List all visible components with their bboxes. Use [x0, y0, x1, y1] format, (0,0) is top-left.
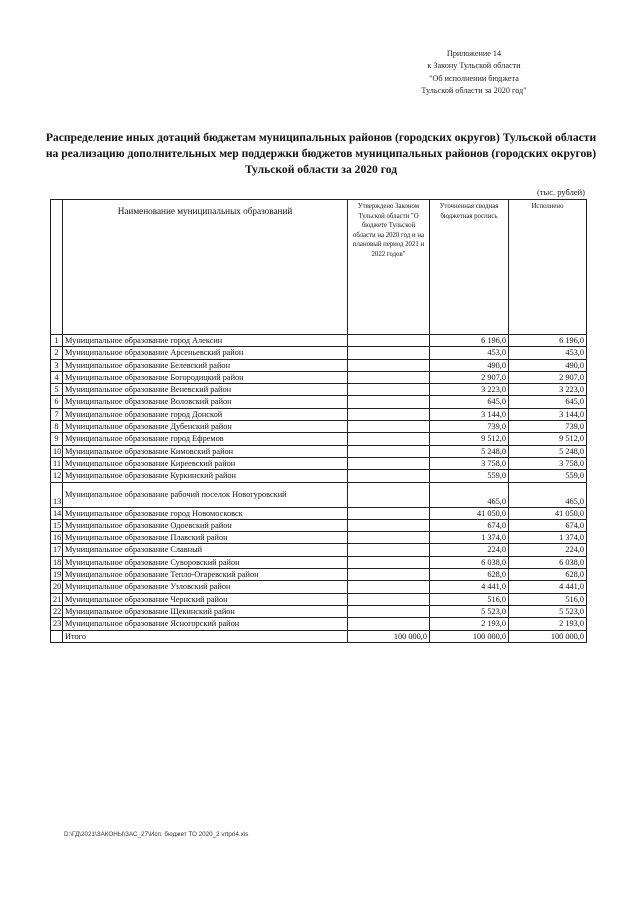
row-number: 22 — [51, 605, 63, 617]
row-approved — [348, 433, 430, 445]
row-number: 1 — [51, 335, 63, 347]
table-row — [51, 507, 587, 519]
row-revised: 2 907,0 — [430, 371, 509, 383]
row-revised: 3 223,0 — [430, 384, 509, 396]
row-revised: 465,0 — [430, 482, 509, 507]
distribution-table — [50, 199, 587, 643]
row-name: Муниципальное образование Тепло-Огаревский район — [63, 569, 348, 581]
table-row — [51, 569, 587, 581]
row-approved — [348, 618, 430, 630]
row-revised: 453,0 — [430, 347, 509, 359]
row-approved — [348, 384, 430, 396]
header-name: Наименование муниципальных образований — [63, 200, 348, 335]
appendix-line-4: Тульской области за 2020 год" — [421, 85, 527, 95]
row-executed: 41 050,0 — [509, 507, 587, 519]
row-executed: 3 144,0 — [509, 408, 587, 420]
row-revised: 1 374,0 — [430, 532, 509, 544]
row-number: 8 — [51, 421, 63, 433]
row-name: Муниципальное образование Арсеньевский район — [63, 347, 348, 359]
row-name: Муниципальное образование Киреевский район — [63, 457, 348, 469]
row-executed: 628,0 — [509, 569, 587, 581]
row-number: 7 — [51, 408, 63, 420]
row-executed: 516,0 — [509, 593, 587, 605]
row-approved — [348, 421, 430, 433]
row-executed: 6 038,0 — [509, 556, 587, 568]
row-name: Муниципальное образование Богородицкий район — [63, 371, 348, 383]
row-number: 6 — [51, 396, 63, 408]
row-name: Муниципальное образование город Ефремов — [63, 433, 348, 445]
row-approved — [348, 532, 430, 544]
row-approved — [348, 335, 430, 347]
row-name: Муниципальное образование Веневский район — [63, 384, 348, 396]
table-row — [51, 421, 587, 433]
row-number: 4 — [51, 371, 63, 383]
table-header-row — [51, 200, 587, 335]
row-name: Муниципальное образование Узловский район — [63, 581, 348, 593]
row-approved — [348, 556, 430, 568]
row-approved — [348, 569, 430, 581]
row-number: 19 — [51, 569, 63, 581]
row-approved — [348, 470, 430, 482]
row-name: Муниципальное образование Одоевский район — [63, 519, 348, 531]
row-executed: 5 523,0 — [509, 605, 587, 617]
row-executed: 645,0 — [509, 396, 587, 408]
table-row — [51, 335, 587, 347]
row-approved — [348, 445, 430, 457]
row-revised: 6 196,0 — [430, 335, 509, 347]
row-executed: 465,0 — [509, 482, 587, 507]
row-number: 3 — [51, 359, 63, 371]
appendix-line-2: к Закону Тульской области — [427, 61, 521, 71]
table-row — [51, 532, 587, 544]
total-row — [51, 630, 587, 642]
row-approved — [348, 544, 430, 556]
appendix-note — [360, 48, 588, 97]
total-revised: 100 000,0 — [430, 630, 509, 642]
row-revised: 674,0 — [430, 519, 509, 531]
row-revised: 6 038,0 — [430, 556, 509, 568]
row-approved — [348, 482, 430, 507]
row-number: 5 — [51, 384, 63, 396]
row-number: 10 — [51, 445, 63, 457]
row-executed: 559,0 — [509, 470, 587, 482]
row-number: 11 — [51, 457, 63, 469]
row-revised: 490,0 — [430, 359, 509, 371]
row-approved — [348, 581, 430, 593]
row-executed: 739,0 — [509, 421, 587, 433]
table-body — [51, 335, 587, 631]
row-approved — [348, 347, 430, 359]
row-revised: 9 512,0 — [430, 433, 509, 445]
row-executed: 9 512,0 — [509, 433, 587, 445]
row-executed: 674,0 — [509, 519, 587, 531]
row-executed: 224,0 — [509, 544, 587, 556]
row-revised: 5 248,0 — [430, 445, 509, 457]
row-executed: 453,0 — [509, 347, 587, 359]
row-revised: 3 758,0 — [430, 457, 509, 469]
row-approved — [348, 593, 430, 605]
row-revised: 224,0 — [430, 544, 509, 556]
row-approved — [348, 519, 430, 531]
table-row — [51, 359, 587, 371]
row-approved — [348, 371, 430, 383]
table-row — [51, 433, 587, 445]
table-row — [51, 482, 587, 507]
row-name: Муниципальное образование Ясногорский район — [63, 618, 348, 630]
row-revised: 628,0 — [430, 569, 509, 581]
row-number: 23 — [51, 618, 63, 630]
row-revised: 559,0 — [430, 470, 509, 482]
row-executed: 3 758,0 — [509, 457, 587, 469]
row-approved — [348, 396, 430, 408]
row-approved — [348, 359, 430, 371]
row-revised: 5 523,0 — [430, 605, 509, 617]
header-revised: Уточненная сводная бюджетная роспись — [430, 200, 509, 335]
row-name: Муниципальное образование Кимовский район — [63, 445, 348, 457]
row-number: 2 — [51, 347, 63, 359]
row-number: 18 — [51, 556, 63, 568]
table-row — [51, 347, 587, 359]
total-executed: 100 000,0 — [509, 630, 587, 642]
table-row — [51, 445, 587, 457]
row-revised: 2 193,0 — [430, 618, 509, 630]
table-row — [51, 581, 587, 593]
row-approved — [348, 408, 430, 420]
table-row — [51, 408, 587, 420]
appendix-line-3: "Об исполнении бюджета — [429, 73, 519, 83]
row-approved — [348, 507, 430, 519]
table-row — [51, 605, 587, 617]
table-row — [51, 556, 587, 568]
row-name: Муниципальное образование Воловский район — [63, 396, 348, 408]
row-name: Муниципальное образование Суворовский район — [63, 556, 348, 568]
table-row — [51, 396, 587, 408]
table-row — [51, 457, 587, 469]
appendix-line-1: Приложение 14 — [446, 49, 502, 58]
total-approved: 100 000,0 — [348, 630, 430, 642]
row-executed: 4 441,0 — [509, 581, 587, 593]
row-approved — [348, 457, 430, 469]
row-revised: 4 441,0 — [430, 581, 509, 593]
total-label: Итого — [63, 630, 348, 642]
row-number: 13 — [51, 482, 63, 507]
row-number: 9 — [51, 433, 63, 445]
row-number: 12 — [51, 470, 63, 482]
header-executed: Исполнено — [509, 200, 587, 335]
row-name: Муниципальное образование рабочий поселок Новогуровский — [63, 482, 348, 507]
row-name: Муниципальное образование Чернский район — [63, 593, 348, 605]
row-revised: 645,0 — [430, 396, 509, 408]
row-approved — [348, 605, 430, 617]
row-name: Муниципальное образование Белевский район — [63, 359, 348, 371]
row-number: 15 — [51, 519, 63, 531]
row-name: Муниципальное образование город Алексин — [63, 335, 348, 347]
row-number: 17 — [51, 544, 63, 556]
row-number: 20 — [51, 581, 63, 593]
row-executed: 2 907,0 — [509, 371, 587, 383]
row-executed: 490,0 — [509, 359, 587, 371]
row-revised: 3 144,0 — [430, 408, 509, 420]
row-revised: 516,0 — [430, 593, 509, 605]
row-name: Муниципальное образование Дубенский район — [63, 421, 348, 433]
header-number — [51, 200, 63, 335]
row-name: Муниципальное образование Куркинский район — [63, 470, 348, 482]
row-executed: 5 248,0 — [509, 445, 587, 457]
row-number: 14 — [51, 507, 63, 519]
row-name: Муниципальное образование город Новомосковск — [63, 507, 348, 519]
row-name: Муниципальное образование Щекинский район — [63, 605, 348, 617]
header-approved: Утверждено Законом Тульской области "О бюджете Тульской области на 2020 год и на плановый период 2021 и 2022 годов" — [348, 200, 430, 335]
row-name: Муниципальное образование город Донской — [63, 408, 348, 420]
row-number: 16 — [51, 532, 63, 544]
table-row — [51, 470, 587, 482]
table-row — [51, 371, 587, 383]
table-row — [51, 544, 587, 556]
table-row — [51, 384, 587, 396]
table-row — [51, 519, 587, 531]
units-label: (тыс. рублей) — [536, 187, 585, 197]
row-name: Муниципальное образование Плавский район — [63, 532, 348, 544]
table-row — [51, 593, 587, 605]
total-number-cell — [51, 630, 63, 642]
row-revised: 41 050,0 — [430, 507, 509, 519]
row-executed: 1 374,0 — [509, 532, 587, 544]
row-number: 21 — [51, 593, 63, 605]
row-executed: 6 196,0 — [509, 335, 587, 347]
document-title: Распределение иных дотаций бюджетам муниципальных районов (городских округов) Тульской области на реализацию дополнительных мер поддержки бюджетов муниципальных районов (городских округов) Тульской области за 2020 год — [45, 131, 597, 176]
row-revised: 739,0 — [430, 421, 509, 433]
row-executed: 3 223,0 — [509, 384, 587, 396]
table-row — [51, 618, 587, 630]
row-executed: 2 193,0 — [509, 618, 587, 630]
row-name: Муниципальное образование Славный — [63, 544, 348, 556]
file-path-footer: D:\ГД\2021\ЗАКОНЫ\ЗАС_27\Исп. бюджет ТО 2020_2 vrtpri4.xls — [64, 831, 249, 838]
